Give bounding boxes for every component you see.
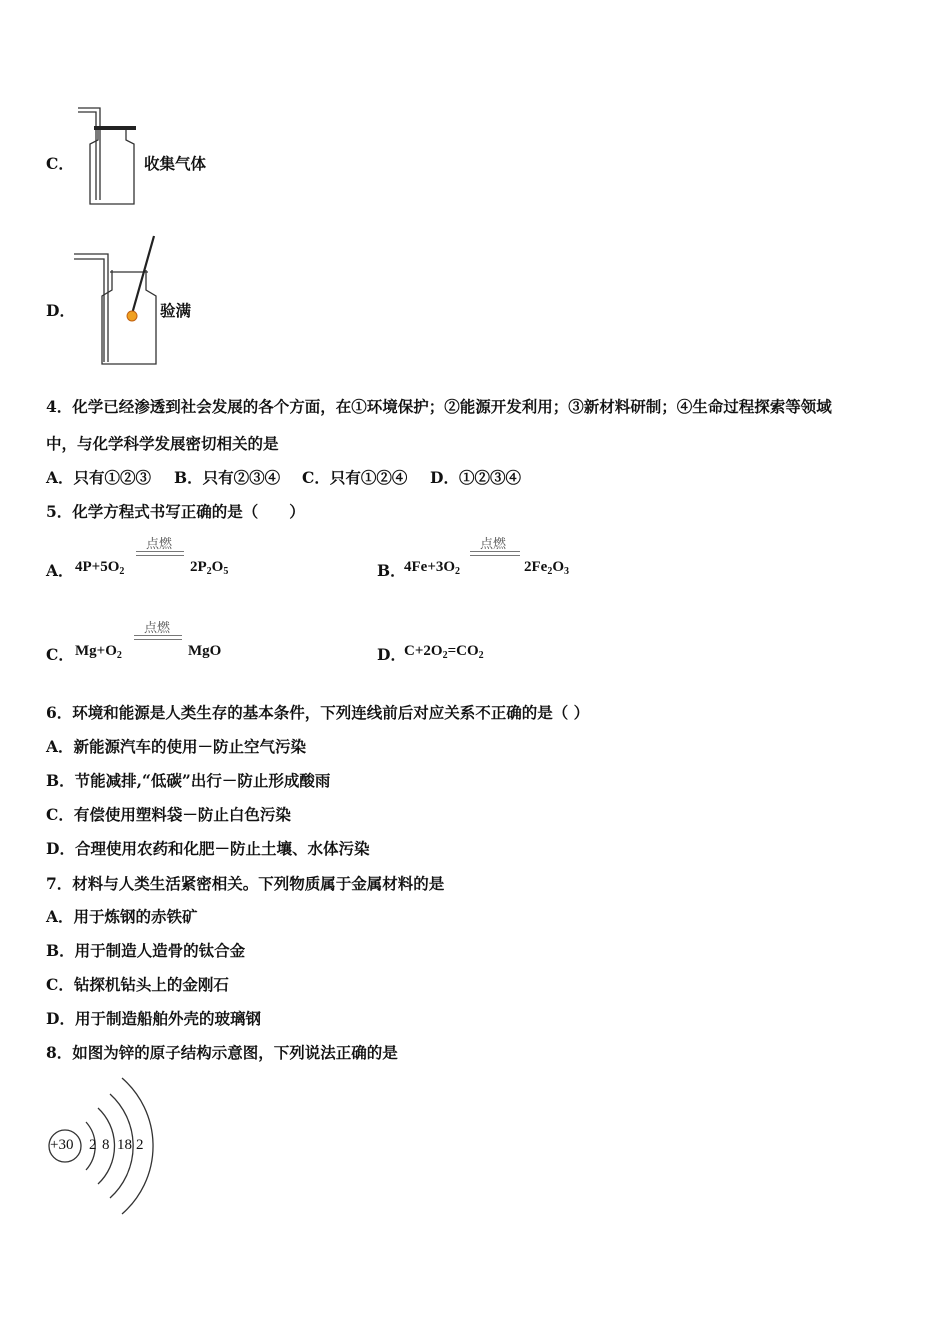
q4-stem-line2: 中，与化学科学发展密切相关的是	[46, 434, 279, 453]
q4-stem-line1: 4．化学已经渗透到社会发展的各个方面，在①环境保护；②能源开发利用；③新材料研制；④生命过程探索等领域	[46, 397, 832, 416]
q7-option-b: B．用于制造人造骨的钛合金	[46, 941, 246, 960]
q5-option-c-equals	[134, 635, 182, 640]
shell-4-electrons: 2	[136, 1137, 144, 1153]
q5-option-a-letter: A．	[46, 561, 74, 580]
q7-option-d: D．用于制造船舶外壳的玻璃钢	[46, 1009, 261, 1028]
option-d-caption: 验满	[160, 301, 192, 320]
q5-option-c-products: MgO	[188, 643, 222, 659]
shell-3-electrons: 18	[117, 1137, 132, 1153]
q7-option-c: C．钻探机钻头上的金刚石	[46, 975, 229, 994]
gas-full-check-diagram	[72, 232, 172, 372]
q4-option-a: A．只有①②③	[46, 468, 152, 487]
q5-stem: 5．化学方程式书写正确的是（ ）	[46, 502, 305, 521]
q5-option-b-equals	[470, 551, 520, 556]
q5-option-c-reactants: $Mg+O_2$	[75, 643, 122, 661]
q7-stem: 7．材料与人类生活紧密相关。下列物质属于金属材料的是	[46, 874, 445, 893]
q6-option-c: C．有偿使用塑料袋－防止白色污染	[46, 805, 291, 824]
q5-option-b-condition: 点燃	[480, 537, 507, 552]
q6-option-d: D．合理使用农药和化肥－防止土壤、水体污染	[46, 839, 370, 858]
gas-collection-bottle-diagram	[74, 100, 154, 210]
option-c-caption: 收集气体	[144, 154, 207, 173]
q6-stem: 6．环境和能源是人类生存的基本条件，下列连线前后对应关系不正确的是（ ）	[46, 703, 590, 722]
q5-option-a-reactants: $4P+5O_2$	[75, 559, 125, 577]
q5-option-a-condition: 点燃	[146, 537, 173, 552]
nucleus-charge: +30	[50, 1137, 74, 1153]
q7-option-a: A．用于炼钢的赤铁矿	[46, 907, 198, 926]
q5-option-b-reactants: $4Fe+3O_2$	[404, 559, 461, 577]
q4-option-b: B．只有②③④	[174, 468, 281, 487]
q6-option-b: B．节能减排,“低碳”出行－防止形成酸雨	[46, 771, 331, 790]
option-c-letter: C．	[46, 154, 74, 173]
q5-option-b-letter: B．	[377, 561, 406, 580]
q8-stem: 8．如图为锌的原子结构示意图，下列说法正确的是	[46, 1043, 398, 1062]
option-d-letter: D．	[46, 301, 75, 320]
q5-option-d-letter: D．	[377, 645, 406, 664]
q5-option-a-equals	[136, 551, 184, 556]
q5-option-b-products: $2Fe_2O_3$	[524, 559, 569, 577]
q6-option-a: A．新能源汽车的使用－防止空气污染	[46, 737, 307, 756]
q4-option-c: C．只有①②④	[302, 468, 408, 487]
q5-option-a-products: $2P_2O_5$	[190, 559, 229, 577]
q4-option-d: D．①②③④	[430, 468, 521, 487]
q5-option-c-letter: C．	[46, 645, 74, 664]
shell-2-electrons: 8	[102, 1137, 110, 1153]
shell-1-electrons: 2	[89, 1137, 97, 1153]
q5-option-c-condition: 点燃	[144, 621, 171, 636]
q5-option-d-equation: $C+2O_2=CO_2$	[404, 643, 484, 661]
